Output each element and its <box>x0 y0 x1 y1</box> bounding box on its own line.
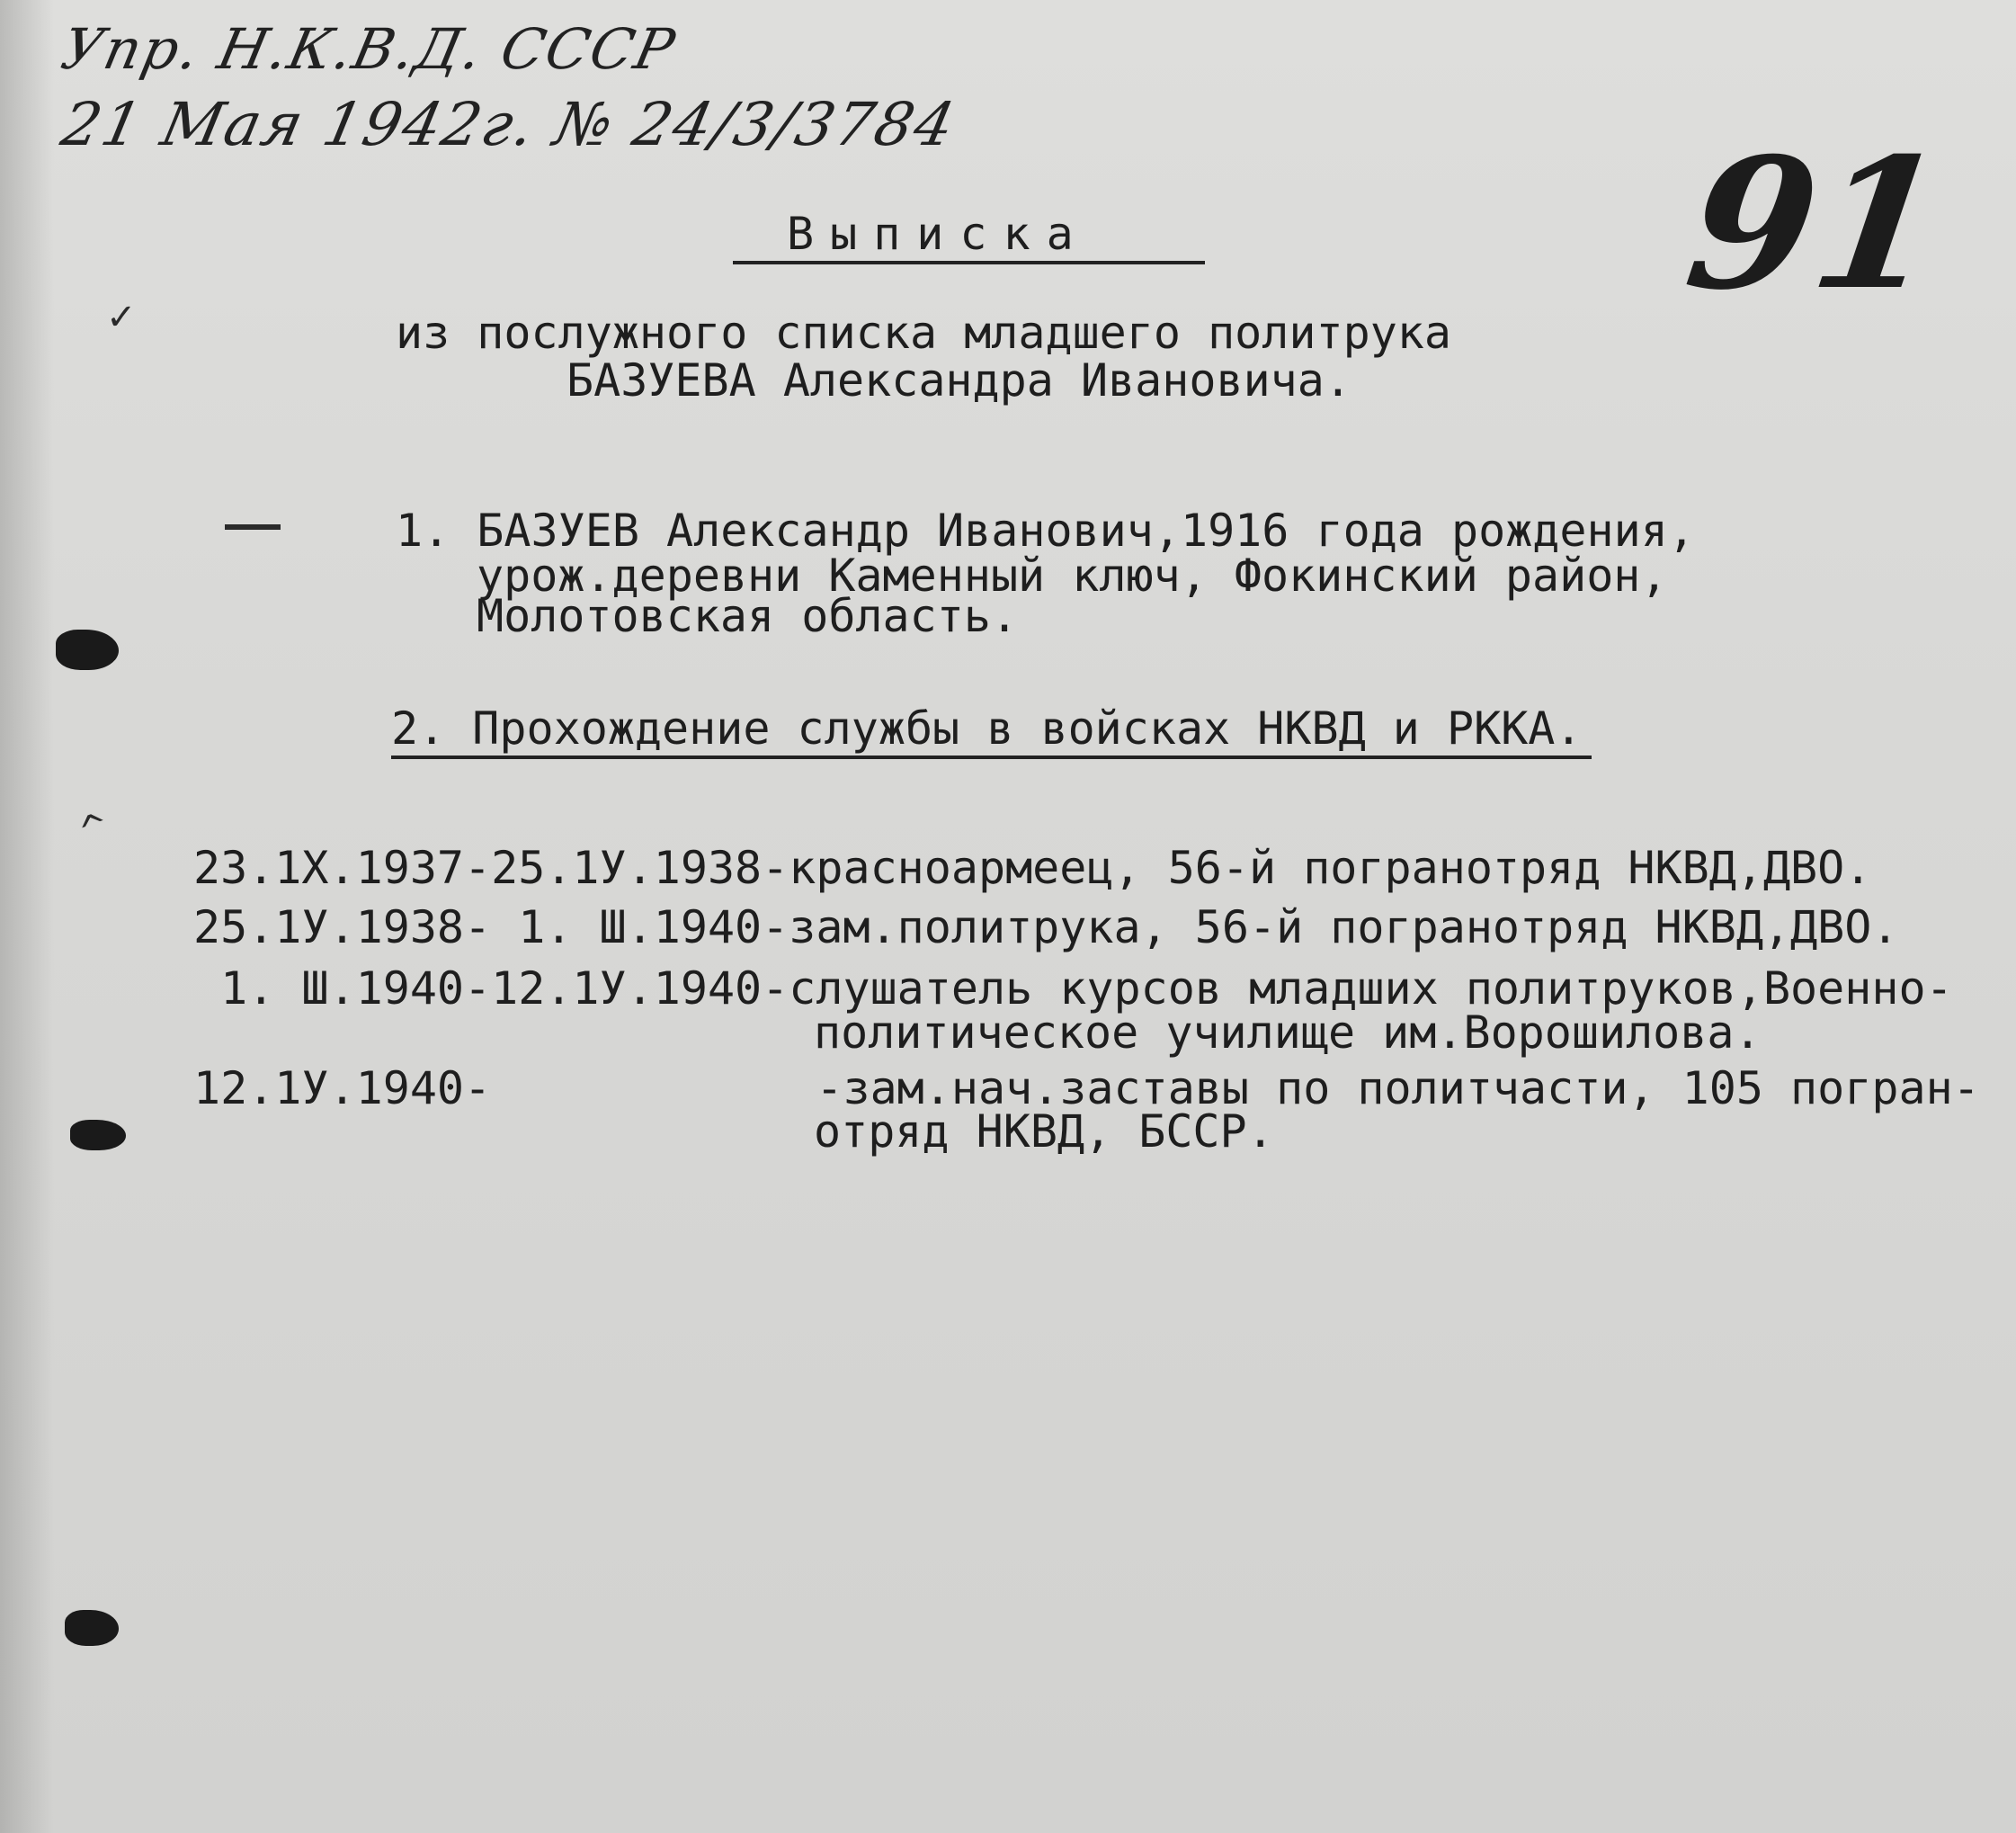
hole-punch-blot <box>70 1120 126 1150</box>
service-record-4-line1: 12.1У.1940- -зам.нач.заставы по политчасти, 105 погран- <box>193 1062 1980 1114</box>
handwritten-header-line1: Упр. Н.К.В.Д. СССР <box>56 16 682 82</box>
section2-heading: 2. Прохождение службы в войсках НКВД и РККА. <box>391 702 1583 755</box>
folio-number: 91 <box>1675 119 1956 330</box>
hole-punch-blot <box>56 630 119 670</box>
handwritten-header-line2: 21 Мая 1942г. № 24/3/3784 <box>55 90 962 159</box>
page-margin-shadow <box>0 0 54 1833</box>
hole-punch-blot <box>65 1610 119 1646</box>
section2-underline <box>391 756 1592 759</box>
service-record-3-line1: 1. Ш.1940-12.1У.1940-слушатель курсов младших политруков,Военно- <box>193 962 1953 1015</box>
service-record-4-line2: отряд НКВД, БССР. <box>814 1105 1274 1158</box>
item1-line1: 1. БАЗУЕВ Александр Иванович,1916 года рождения, <box>396 505 1695 557</box>
service-record-3-line2: политическое училище им.Ворошилова. <box>814 1006 1762 1059</box>
service-record-1: 23.1Х.1937-25.1У.1938-красноармеец, 56-й погранотряд НКВД,ДВО. <box>193 842 1872 894</box>
margin-dash-mark <box>225 524 281 530</box>
margin-check-mark: ✓ <box>106 297 137 338</box>
subtitle-line2: БАЗУЕВА Александра Ивановича. <box>566 354 1351 407</box>
item1-line3: Молотовская область. <box>477 590 1019 642</box>
margin-caret-mark: ^ <box>73 803 116 854</box>
service-record-2: 25.1У.1938- 1. Ш.1940-зам.политрука, 56-й погранотряд НКВД,ДВО. <box>193 901 1899 953</box>
subtitle-line1: из послужного списка младшего политрука <box>396 307 1451 359</box>
document-title: Выписка <box>787 208 1090 260</box>
item1-line2: урож.деревни Каменный ключ, Фокинский район, <box>477 550 1668 602</box>
title-underline <box>733 261 1205 264</box>
